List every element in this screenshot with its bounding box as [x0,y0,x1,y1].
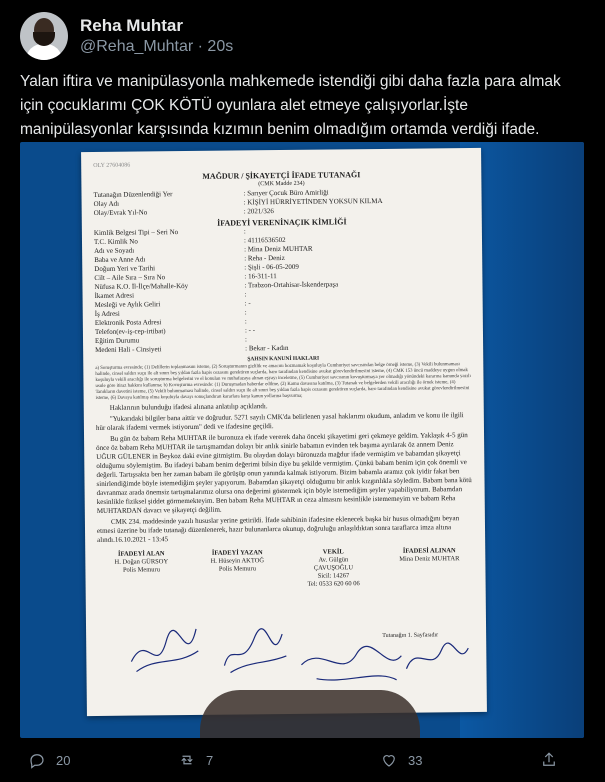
field-label: T.C. Kimlik No [93,237,138,246]
signature-1 [126,621,207,682]
author-meta [80,38,233,56]
document-footer: Tutanağın 1. Sayfasıdır [382,632,439,639]
document-ref: OLY 27604086 [93,162,131,169]
tweet-header [20,12,590,62]
field-value: : KİŞİYİ HÜRRİYETİNDEN YOKSUN KILMA [243,196,383,207]
field-label: Cilt – Aile Sıra – Sıra No [94,273,166,282]
reply-icon [28,751,46,769]
field-label: Mesleği ve Aylık Geliri [94,300,161,309]
rights-text: a) Soruşturma evresinde; (1) Delillerin toplanmasını isteme, (2) Soruşturmanın gizlilik ve amacını bozmamak koşuluyla Cumhuriyet savcısından belge örneği isteme, (3) Vekili bulunmaması halinde, cinsel saldırı suçu ile alt sınırı beş yıldan fazla hapis cezasını gerektiren suçlarda, baro tarafından kendisine avukat görevlendirilmesini isteme, (4) CMK 153 üncü maddeye uygun olmak koşuluyla vekili aracılığı ile soruşturma belgelerini ve el konulan ve muhafazaya alınan eşyayı inceletme, (5) Cumhuriyet savcısının kovuşturmaya yer olmadığı yönündeki kararına kanunda yazılı usule göre itiraz hakkını kullanma; b) Kovuşturma evresinde: (1) Duruşmadan haberdar edilme, (2) Kamu davasına katılma, (3) Tutanak ve belgelerden vekili aracılığı ile örnek isteme, (4) Tanıkların davetini isteme, (5) Vekili bulunmaması halinde, cinsel saldırı suçu ile alt sınırı beş yıldan fazla hapis cezasını gerektiren suçlarda, baro tarafından kendisine avukat görevlendirilmesini isteme, (6) Davaya katılmış olma koşuluyla davayı sonuçlandıran kararlara karşı kanun yollarına başvurma; [95,362,471,401]
retweet-button[interactable] [178,751,213,769]
field-label: Tutanağın Düzenlendiği Yer [93,190,173,199]
statement-paragraph: Haklarının bulunduğu ifadesi alınana anlatılıp açıklandı. [109,402,268,412]
signature-3 [296,634,407,690]
signer-block [97,550,185,591]
field-value: : Sarıyer Çocuk Büro Amirliği [243,188,329,198]
document-content [93,158,474,644]
signer-title: ÇAVUŞOĞLU [313,564,354,572]
signer-extra: Sicil: 14267 Tel: 0533 620 60 06 [307,572,360,588]
statement-paragraph: "Yukarıdaki bilgiler bana aittir ve doğrudur. 5271 sayılı CMK'da belirlenen yasal haklarımı okudum, anladım ve konu ile ilgili hür olarak ifademi vermek istiyorum" dedi ve ifadesine geçildi. [95,411,464,432]
document-paper [81,148,487,716]
field-label: Elektronik Posta Adresi [94,318,162,327]
field-value: : [244,308,247,317]
signer-title: Polis Memuru [122,566,160,574]
field-value: : Trabzon-Ortahisar-İskenderpaşa [244,280,339,290]
avatar[interactable] [20,12,68,60]
signer-block [193,549,281,590]
field-label: Medeni Hali - Cinsiyeti [95,345,162,354]
signer-role: İFADEYİ ALAN [117,550,165,558]
avatar-body [26,44,62,60]
field-value: : [243,227,246,236]
field-label: Olay Adı [93,199,120,208]
retweet-count: 7 [206,752,214,768]
signer-block [385,547,473,588]
signer-block [289,548,377,589]
field-value: : Reha - Deniz [244,253,285,263]
field-label: Adı ve Soyadı [94,246,135,255]
signer-role: İFADEYİ YAZAN [211,549,263,557]
field-label: Doğum Yeri ve Tarihi [94,264,156,273]
field-label: İş Adresi [94,309,120,318]
share-icon [540,751,558,769]
document-title: MAĞDUR / ŞİKAYETÇİ İFADE TUTANAĞI [202,170,361,181]
field-value: : 16-311-11 [244,272,277,281]
statement-paragraph: Bu gün öz babam Reha MUHTAR ile buronuza ek ifade vererek daha önceki şikayetimi geri çekmeye geldim. Yaklaşık 4-5 gün önce öz babam Reha MUHTAR ile tartışmamdan dolayı bir anlık sinirle babamın evinden tek başıma ayrılarak öz annem Deniz UĞUR GÜLENER in Beykoz daki evine gitmiştim. Bu olaydan dolayı büronuzda mağdur ifade vermiştim ve babamdan şikayetçi olduğumu söylemiştim. Bu ifadeyi babam benim değerimi bilsin diye bu şekilde vermiştim. Çünkü babam benim için çok önemli ve değerli. Tartışsakta ben her zaman babam ile görüşüp onun yanında kalmak istiyorum. Bizim babamla aramız çok iyidir fakat ben sinirlendiğimde böyle istemediğim şeyler yapıyorum. Babamdan şikayetçi olduğumu bir anlık kızgınlıkla söyledim. Babam bana kötü davranmaz arada önemsiz tartışmalarımız olursa ona değerimi göstermek için böyle istemediğim şeyler yapabiliyorum. Babamdan kesinlikle fiziksel şiddet görmemekteyim. Ben babam Reha MUHTAR ın ceza almasını kesinlikle istememeyim ve babam Reha MUHTARDAN davacı ve şikayetçi değilim. [96,431,472,515]
retweet-icon [178,751,196,769]
signer-role: VEKİL [322,548,344,556]
tweet-text: Yalan iftira ve manipülasyonla mahkemede istendiği gibi daha fazla para almak için çocuklarımı ÇOK KÖTÜ oyunlara alet etmeye çalışıyorlar.İşte manipülasyonlar karşısında kızımın benim olmadığım ortamda verdiği ifade. [20,73,561,138]
field-value: : - [244,299,251,308]
reply-count: 20 [56,752,71,768]
field-label: Nüfusa K.O. İl-İlçe/Mahalle-Köy [94,281,189,291]
field-label: İkamet Adresi [94,291,135,300]
field-value: : Şişli - 06-05-2009 [244,262,299,272]
document-signers [97,547,473,591]
field-value: : [244,317,247,326]
statement-paragraph: CMK 234. maddesinde yazılı hususlar yerine getirildi. İfade sahibinin ifadesine eklenecek başka bir husus olmadığını beyan etmesi üzerine bu ifade tutanağı düzenlenerek, hazır bulunanlarca okunup, doğruluğu anlaşıldıktan sonra taraflarca imza altına alındı.16.10.2021 - 13:45 [96,514,460,544]
field-label: Olay/Evrak Yıl-No [93,208,148,217]
author-handle[interactable]: @Reha_Muhtar [80,38,194,55]
signer-role: İFADESİ ALINAN [402,547,456,555]
document-subtitle: (CMK Madde 234) [258,180,305,188]
signature-2 [216,620,297,681]
identity-heading: İFADEYİ VERENİNAÇIK KİMLİĞİ [217,217,347,228]
document-paragraphs [96,400,473,545]
field-value: : Bekar - Kadın [245,343,289,353]
field-value: : - - [244,326,256,335]
document-rows-top [93,187,469,218]
meta-separator: · [197,38,203,55]
field-label: Eğitim Durumu [94,336,140,345]
field-value: : [244,335,248,344]
tweet-photo[interactable] [20,142,584,738]
signer-name: Mina Deniz MUHTAR [399,555,460,563]
like-button[interactable] [380,751,422,769]
signer-name: H. Doğan GÜRSOY [114,558,169,566]
field-value: : Mina Deniz MUHTAR [244,244,313,254]
author-name[interactable]: Reha Muhtar [80,16,183,35]
signer-name: H. Hüseyin AKTOĞ [210,557,265,565]
tweet-actions [0,745,605,775]
field-value: : 41116536502 [243,235,286,245]
field-value: : [244,290,247,299]
like-count: 33 [408,752,423,768]
reply-button[interactable] [28,751,70,769]
field-label: Baba ve Anne Adı [94,255,146,264]
tweet-time[interactable]: 20s [207,38,234,55]
heart-icon [380,751,398,769]
share-button[interactable] [540,751,558,769]
signer-title: Polis Memuru [218,565,256,573]
field-label: Telefon(ev-iş-cep-irtibat) [94,327,166,336]
signature-4 [396,628,477,684]
signer-name: Av. Gülgün [318,556,349,564]
rights-heading: ŞAHSIN KANUNİ HAKLARI [247,355,320,363]
photo-shadow [200,690,420,738]
field-label: Kimlik Belgesi Tipi – Seri No [93,228,179,237]
field-value: : 2021/326 [243,207,274,216]
document-rows-identity [94,225,471,355]
